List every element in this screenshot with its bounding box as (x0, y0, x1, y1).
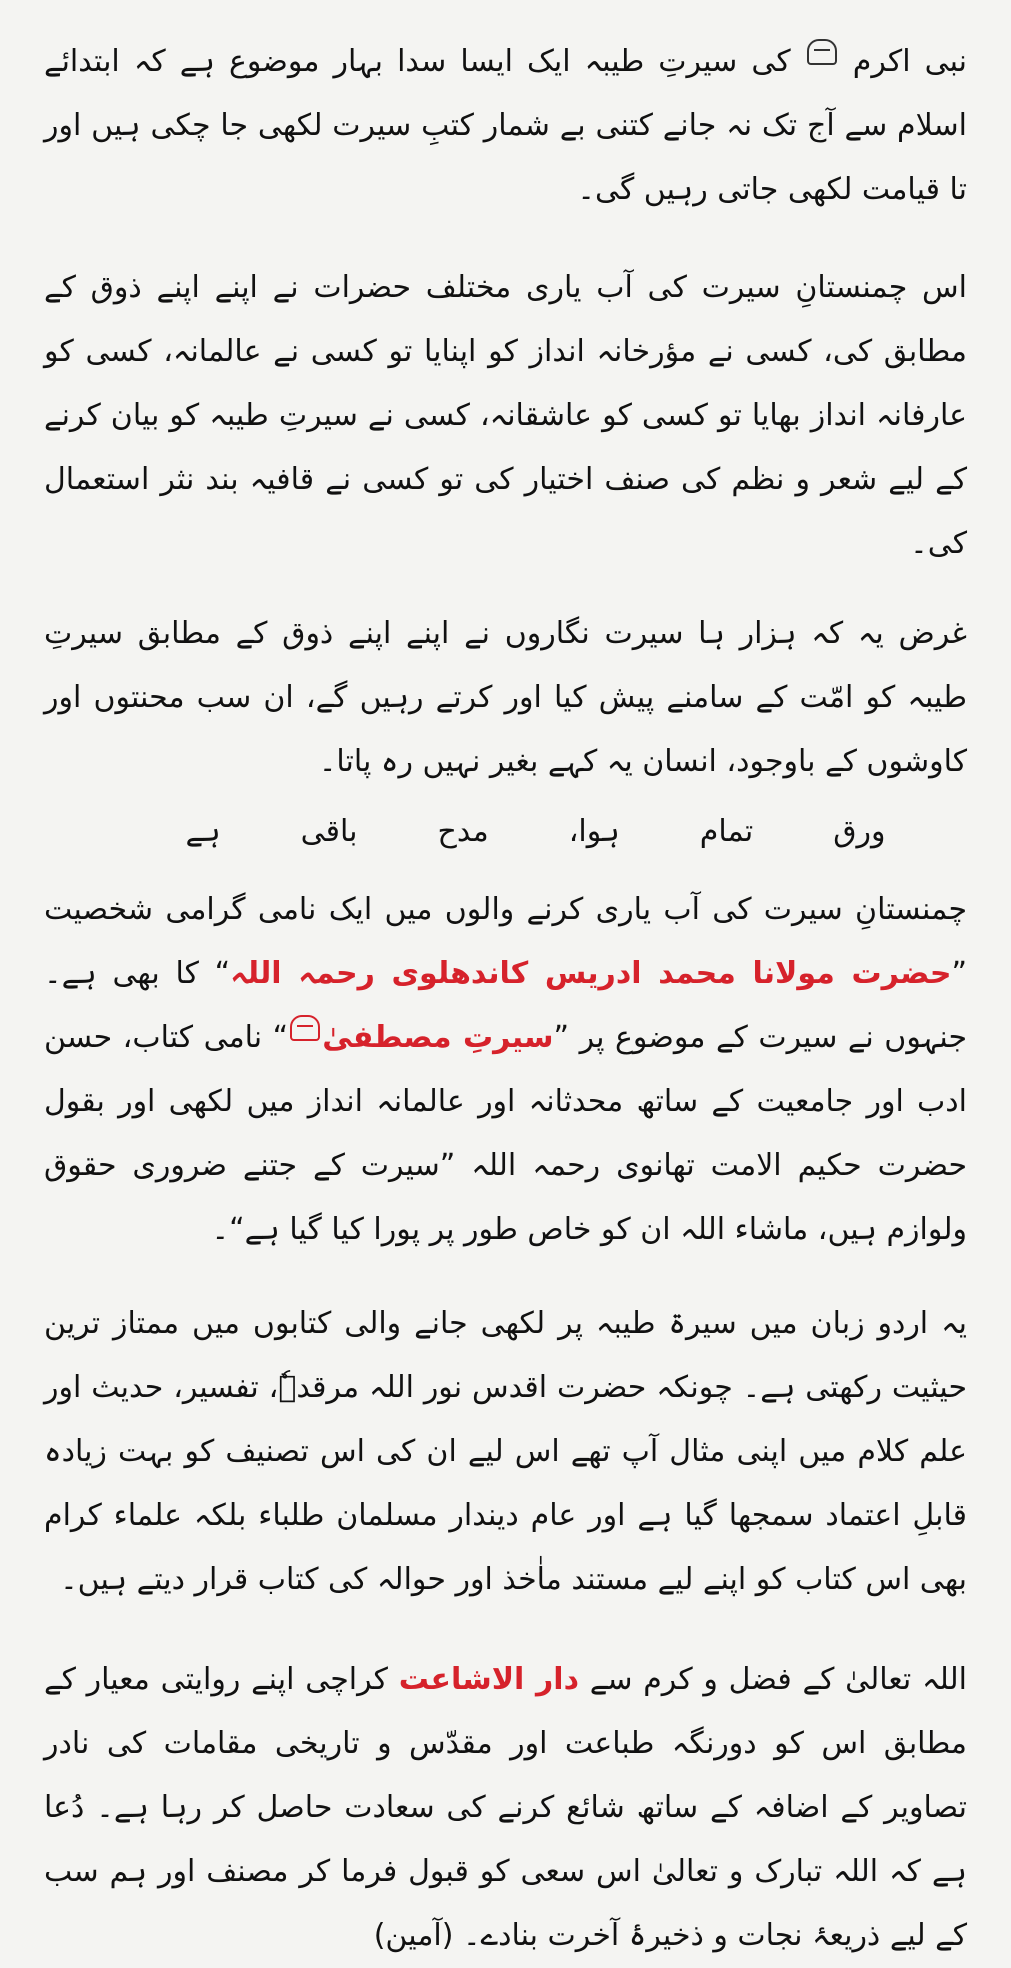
author-name: حضرت مولانا محمد ادریس کاندھلوی رحمہ اللہ (230, 956, 952, 991)
verse-word-1: ورق (833, 814, 886, 849)
paragraph-status: یہ اردو زبان میں سیرۃ طیبہ پر لکھی جانے والی کتابوں میں ممتاز ترین حیثیت رکھتی ہے۔ چونکہ حضرت اقدس نور اللہ مرقدہٗ، تفسیر، حدیث اور علم کلام میں اپنی مثال آپ تھے اس لیے ان کی اس تصنیف کو بہت زیادہ قابلِ اعتماد سمجھا گیا ہے اور عام دیندار مسلمان طلباء بلکہ علماء کرام بھی اس کتاب کو اپنے لیے مستند ماٰخذ اور حوالہ کی کتاب قرار دیتے ہیں۔ (44, 1306, 967, 1597)
author-intro-text: چمنستانِ سیرت کی آب یاری کرنے والوں میں ایک نامی گرامی شخصیت ” (44, 892, 967, 991)
verse-word-6: ہے (185, 814, 221, 849)
paragraph-intro (44, 30, 967, 222)
author-mid-text: “ کا بھی ہے۔ جنہوں نے سیرت کے موضوع پر ” (44, 956, 967, 1055)
paragraph-styles: اس چمنستانِ سیرت کی آب یاری مختلف حضرات نے اپنے اپنے ذوق کے مطابق کی، کسی نے مؤرخانہ انداز کو اپنایا تو کسی نے عالمانہ، کسی کو عارفانہ انداز بھایا تو کسی کو عاشقانہ، کسی نے سیرتِ طیبہ کو بیان کرنے کے لیے شعر و نظم کی صنف اختیار کی تو کسی نے قافیہ بند نثر استعمال کی۔ (44, 270, 967, 561)
intro-lead-text: نبی اکرم (852, 44, 968, 79)
paragraph-author (44, 878, 967, 1262)
paragraph-summary: غرض یہ کہ ہزار ہا سیرت نگاروں نے اپنے اپنے ذوق کے مطابق سیرتِ طیبہ کو امّت کے سامنے پیش کیا اور کرتے رہیں گے، ان سب محنتوں اور کاوشوں کے باوجود، انسان یہ کہے بغیر نہیں رہ پاتا۔ (44, 616, 968, 779)
verse-word-3: ہوا، (568, 814, 620, 849)
verse-word-4: مدح (437, 814, 489, 849)
paragraph-publisher (44, 1648, 967, 1968)
intro-body-text: کی سیرتِ طیبہ ایک ایسا سدا بہار موضوع ہے کہ ابتدائے اسلام سے آج تک نہ جانے کتنی بے شمار کتبِ سیرت لکھی جا چکی ہیں اور تا قیامت لکھی جاتی رہیں گی۔ (44, 44, 967, 207)
publisher-lead-text: اللہ تعالیٰ کے فضل و کرم سے (589, 1662, 968, 1697)
pbuh-seal-icon (807, 39, 837, 65)
publisher-body-text: کراچی اپنے روایتی معیار کے مطابق اس کو دورنگہ طباعت اور مقدّس و تاریخی مقامات کی نادر تصاویر کے اضافہ کے ساتھ شائع کرنے کی سعادت حاصل کر رہا ہے۔ دُعا ہے کہ اللہ تبارک و تعالیٰ اس سعی کو قبول فرما کر مصنف اور ہم سب کے لیے ذریعۂ نجات و ذخیرۂ آخرت بنادے۔ (آمین) (44, 1662, 967, 1953)
verse-word-2: تمام (699, 814, 754, 849)
pbuh-seal-red-icon (290, 1015, 320, 1041)
book-title: سیرتِ مصطفیٰ (322, 1020, 554, 1055)
publisher-name: دار الاشاعت (398, 1662, 579, 1697)
verse-word-5: باقی (300, 814, 358, 849)
verse-line (44, 800, 967, 864)
author-tail-text: “ نامی کتاب، حسن ادب اور جامعیت کے ساتھ محدثانہ اور عالمانہ انداز میں لکھی اور بقول حضرت حکیم الامت تھانوی رحمہ اللہ ”سیرت کے جتنے ضروری حقوق ولوازم ہیں، ماشاء اللہ ان کو خاص طور پر پورا کیا گیا ہے“۔ (44, 1020, 967, 1247)
